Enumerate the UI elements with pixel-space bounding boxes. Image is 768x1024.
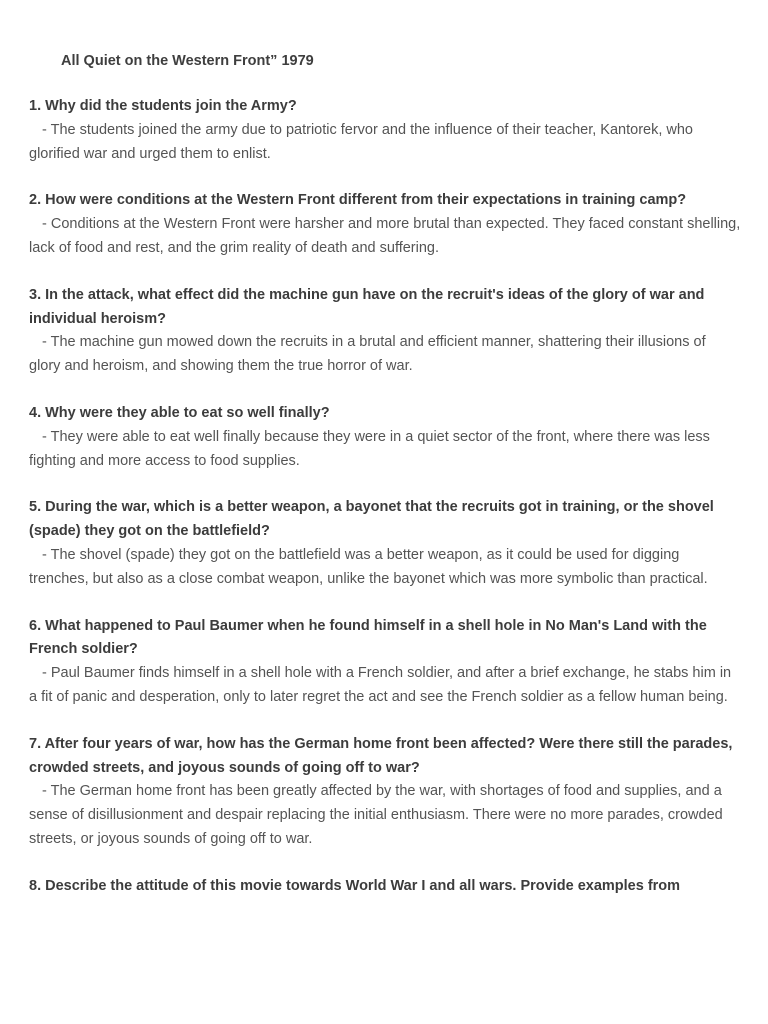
answer-4 (29, 426, 741, 474)
answer-5-text: - The shovel (spade) they got on the battlefield was a better weapon, as it could be used for digging trenches, but also as a close combat weapon, unlike the bayonet which was more symbolic than practical. (29, 546, 708, 587)
answer-6-text: - Paul Baumer finds himself in a shell hole with a French soldier, and after a brief exchange, he stabs him in a fit of panic and desperation, only to later regret the act and see the French soldier as a fellow human being. (29, 665, 732, 705)
answer-7-text: - The German home front has been greatly affected by the war, with shortages of food and supplies, and a sense of disillusionment and despair replacing the initial enthusiasm. There were no more parades, crowded streets, or joyous sounds of going off to war. (29, 783, 723, 847)
qa-item-5 (29, 496, 741, 591)
question-3: 3. In the attack, what effect did the machine gun have on the recruit's ideas of the glory of war and individual heroism? (29, 286, 705, 327)
qa-item-3 (29, 284, 741, 379)
answer-1-text: - The students joined the army due to patriotic fervor and the influence of their teacher, Kantorek, who glorified war and urged them to enlist. (29, 121, 693, 162)
qa-item-8 (29, 875, 741, 899)
answer-3-text: - The machine gun mowed down the recruits in a brutal and efficient manner, shattering their illusions of glory and heroism, and showing them the true horror of war. (29, 334, 706, 375)
question-5: 5. During the war, which is a better weapon, a bayonet that the recruits got in training, or the shovel (spade) they got on the battlefield? (29, 499, 714, 540)
question-4: 4. Why were they able to eat so well finally? (29, 404, 330, 421)
qa-item-6 (29, 615, 741, 710)
answer-5 (29, 544, 741, 592)
qa-item-4 (29, 402, 741, 473)
question-6: 6. What happened to Paul Baumer when he found himself in a shell hole in No Man's Land with the French soldier? (29, 617, 707, 658)
question-7: 7. After four years of war, how has the German home front been affected? Were there still the parades, crowded streets, and joyous sounds of going off to war? (29, 735, 733, 776)
answer-2-text: - Conditions at the Western Front were harsher and more brutal than expected. They faced constant shelling, lack of food and rest, and the grim reality of death and suffering. (29, 216, 741, 256)
qa-item-2 (29, 189, 741, 260)
qa-item-7 (29, 733, 741, 852)
question-8: 8. Describe the attitude of this movie towards World War I and all wars. Provide examples from (29, 877, 681, 894)
question-1: 1. Why did the students join the Army? (29, 98, 297, 114)
answer-1 (29, 119, 741, 167)
document-title: All Quiet on the Western Front” 1979 (61, 53, 314, 69)
answer-2 (29, 213, 741, 261)
answer-6 (29, 662, 741, 710)
answer-4-text: - They were able to eat well finally because they were in a quiet sector of the front, where there was less fighting and more access to food supplies. (29, 428, 710, 469)
answer-3 (29, 331, 741, 379)
qa-item-1 (29, 95, 741, 166)
document-body (29, 49, 741, 922)
answer-7 (29, 780, 741, 851)
question-2: 2. How were conditions at the Western Front different from their expectations in training camp? (29, 192, 687, 209)
